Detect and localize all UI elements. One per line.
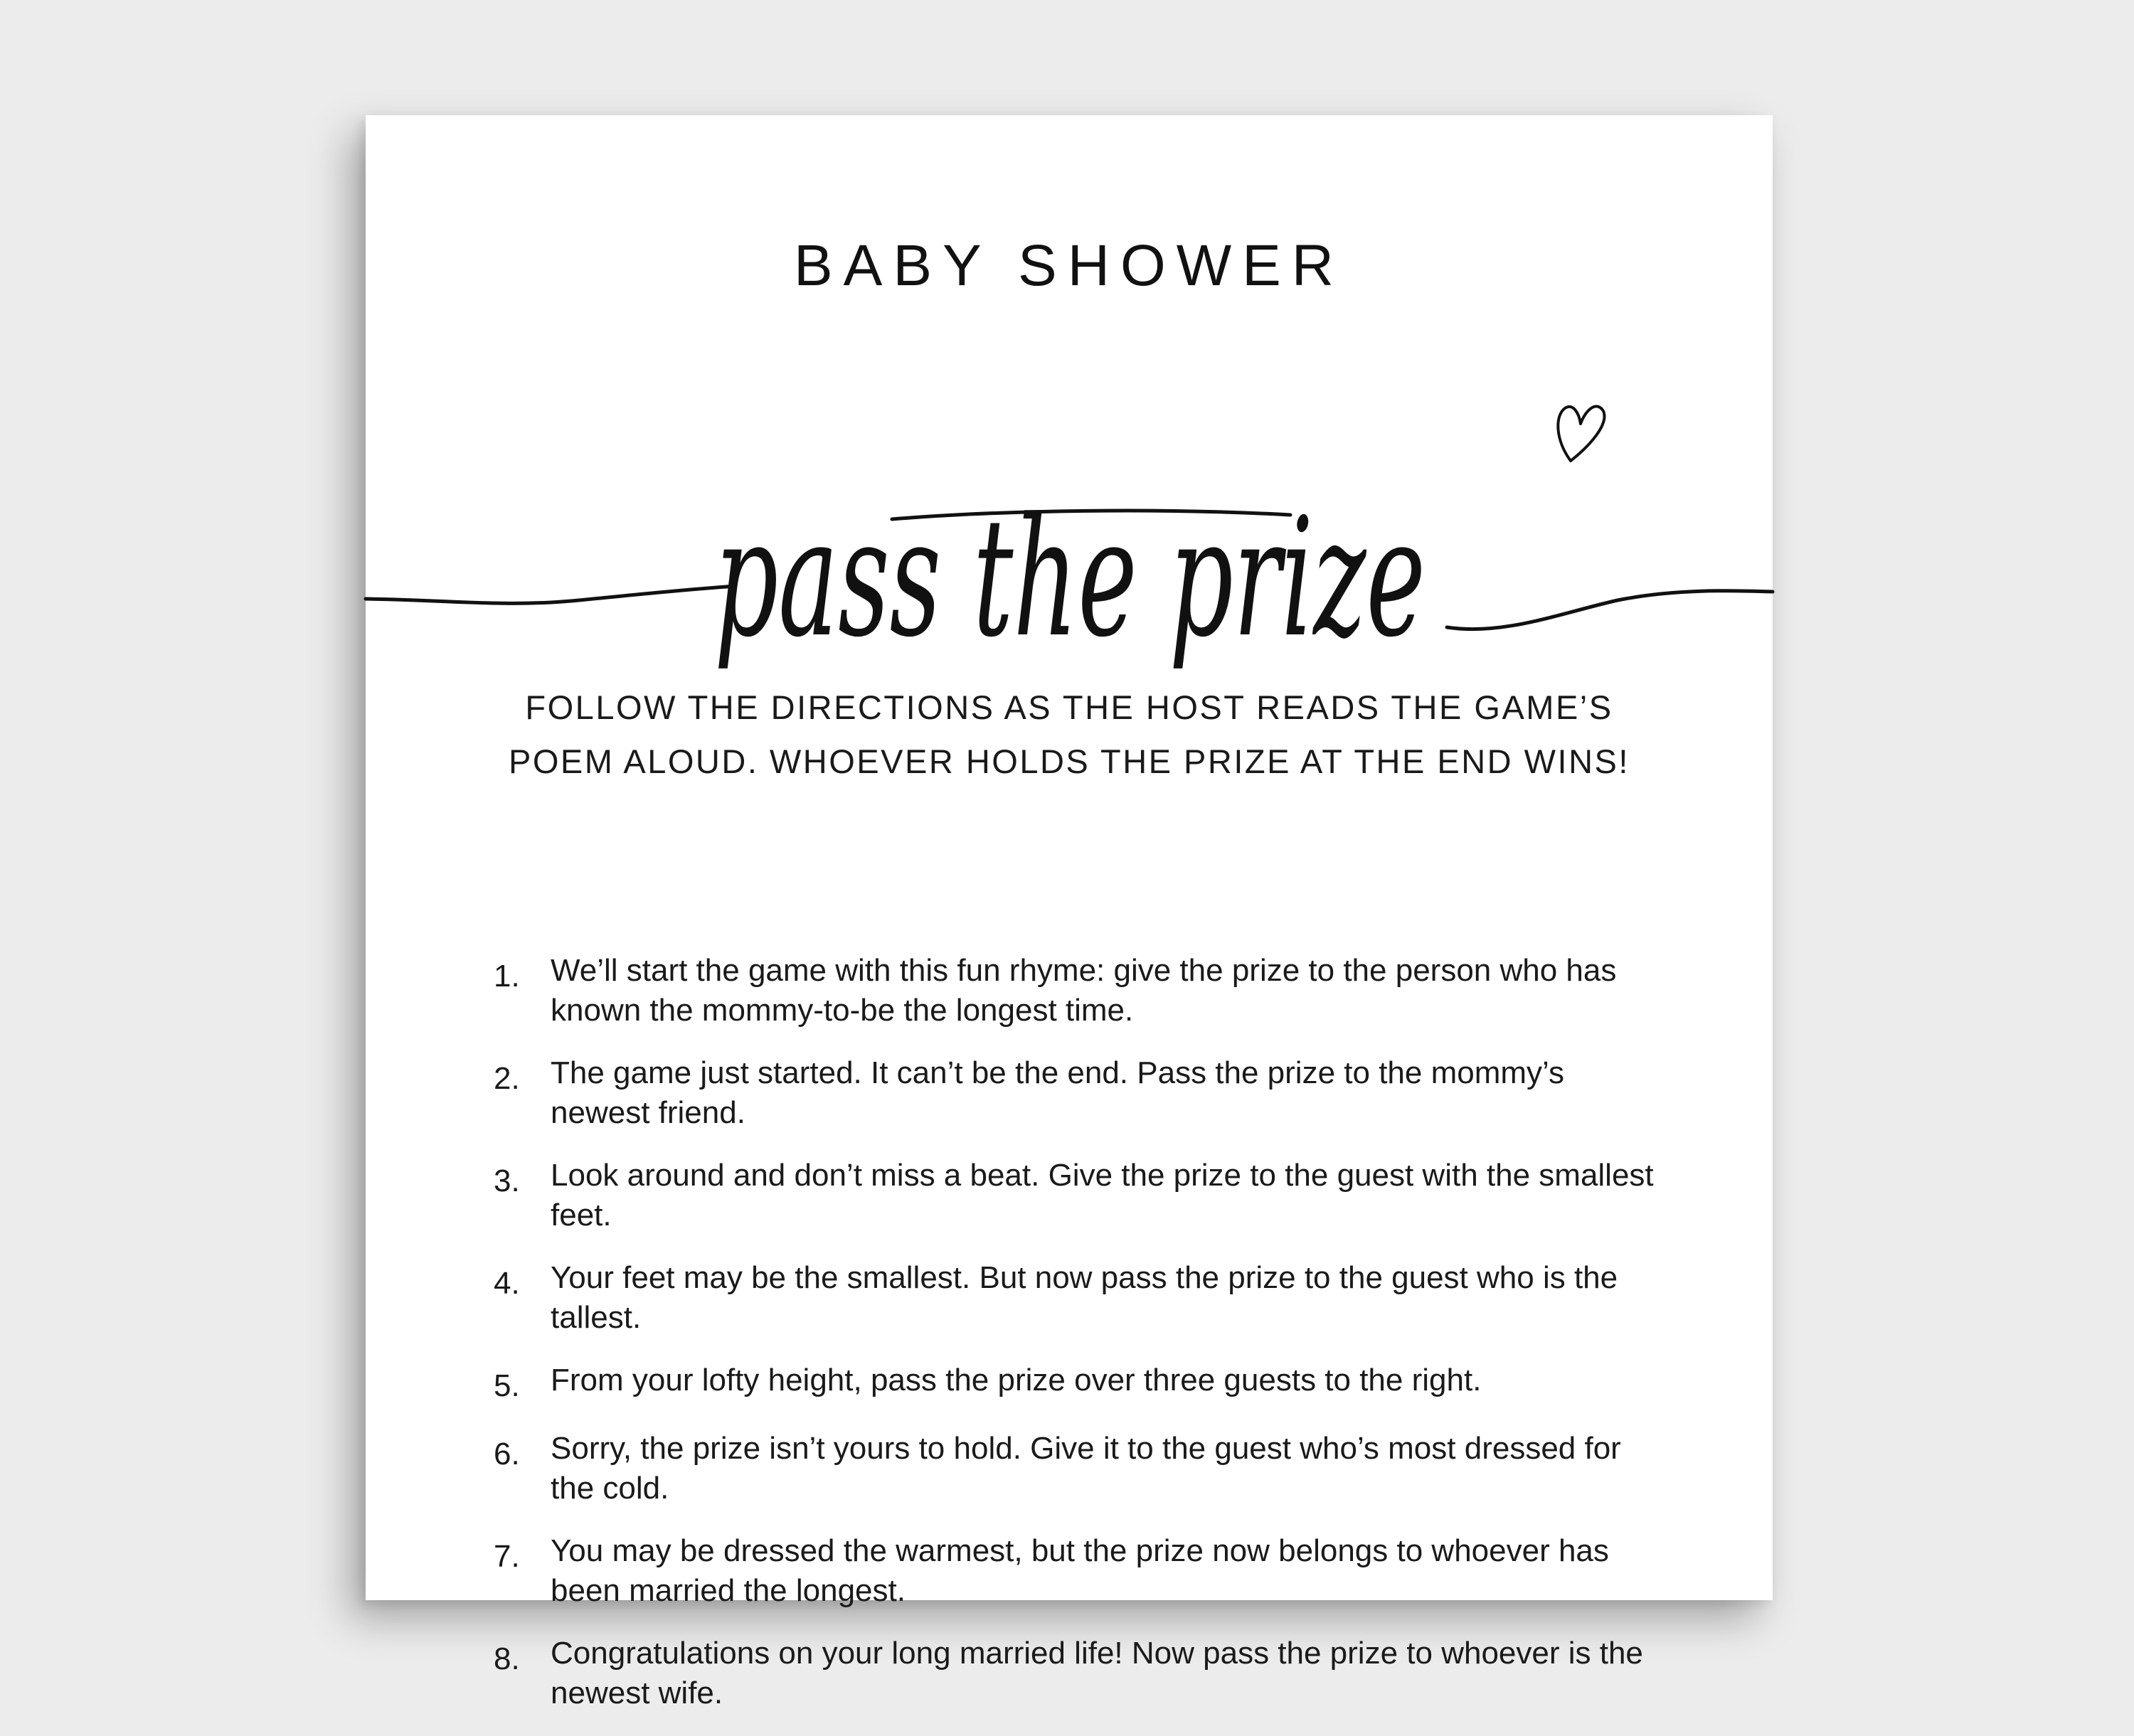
instructions <box>465 681 1673 789</box>
rule-text: Congratulations on your long married life! Now pass the prize to whoever is the newest wife. <box>551 1636 1643 1710</box>
printable-sheet <box>366 115 1773 1710</box>
rule-number: 8. <box>494 1641 520 1676</box>
rules-list <box>494 951 1717 1736</box>
script-title-text: pass the prize <box>714 484 1426 673</box>
eyebrow-heading: BABY SHOWER <box>793 233 1345 298</box>
heart-icon <box>1558 406 1604 461</box>
rule-number: 1. <box>494 959 520 994</box>
instructions-line-2: POEM ALOUD. WHOEVER HOLDS THE PRIZE AT THE END WINS! <box>509 742 1630 780</box>
list-item <box>494 1360 1717 1406</box>
list-item <box>494 1531 1717 1611</box>
rule-text: Look around and don’t miss a beat. Give the prize to the guest with the smallest feet. <box>551 1158 1654 1232</box>
rule-number: 2. <box>494 1061 520 1096</box>
list-item <box>494 1156 1717 1235</box>
rule-text: The game just started. It can’t be the end. Pass the prize to the mommy’s newest friend. <box>551 1055 1564 1130</box>
rule-text: Your feet may be the smallest. But now pass the prize to the guest who is the tallest. <box>551 1260 1618 1335</box>
rule-number: 3. <box>494 1163 520 1198</box>
list-item <box>494 1053 1717 1133</box>
list-item <box>494 1429 1717 1508</box>
rule-text: We’ll start the game with this fun rhyme: give the prize to the person who has known the mommy-to-be the longest time. <box>551 953 1617 1028</box>
rule-number: 6. <box>494 1437 520 1471</box>
rule-text: You may be dressed the warmest, but the prize now belongs to whoever has been married the longest. <box>551 1533 1609 1608</box>
rule-text: Sorry, the prize isn’t yours to hold. Give it to the guest who’s most dressed for the cold. <box>551 1431 1621 1506</box>
instructions-line-1: FOLLOW THE DIRECTIONS AS THE HOST READS THE GAME’S <box>525 688 1613 726</box>
list-item <box>494 1258 1717 1338</box>
list-item <box>494 1634 1717 1713</box>
list-item <box>494 951 1717 1031</box>
rule-number: 5. <box>494 1368 520 1403</box>
rule-text: From your lofty height, pass the prize over three guests to the right. <box>551 1363 1482 1397</box>
rule-number: 7. <box>494 1539 520 1574</box>
rule-number: 4. <box>494 1266 520 1301</box>
